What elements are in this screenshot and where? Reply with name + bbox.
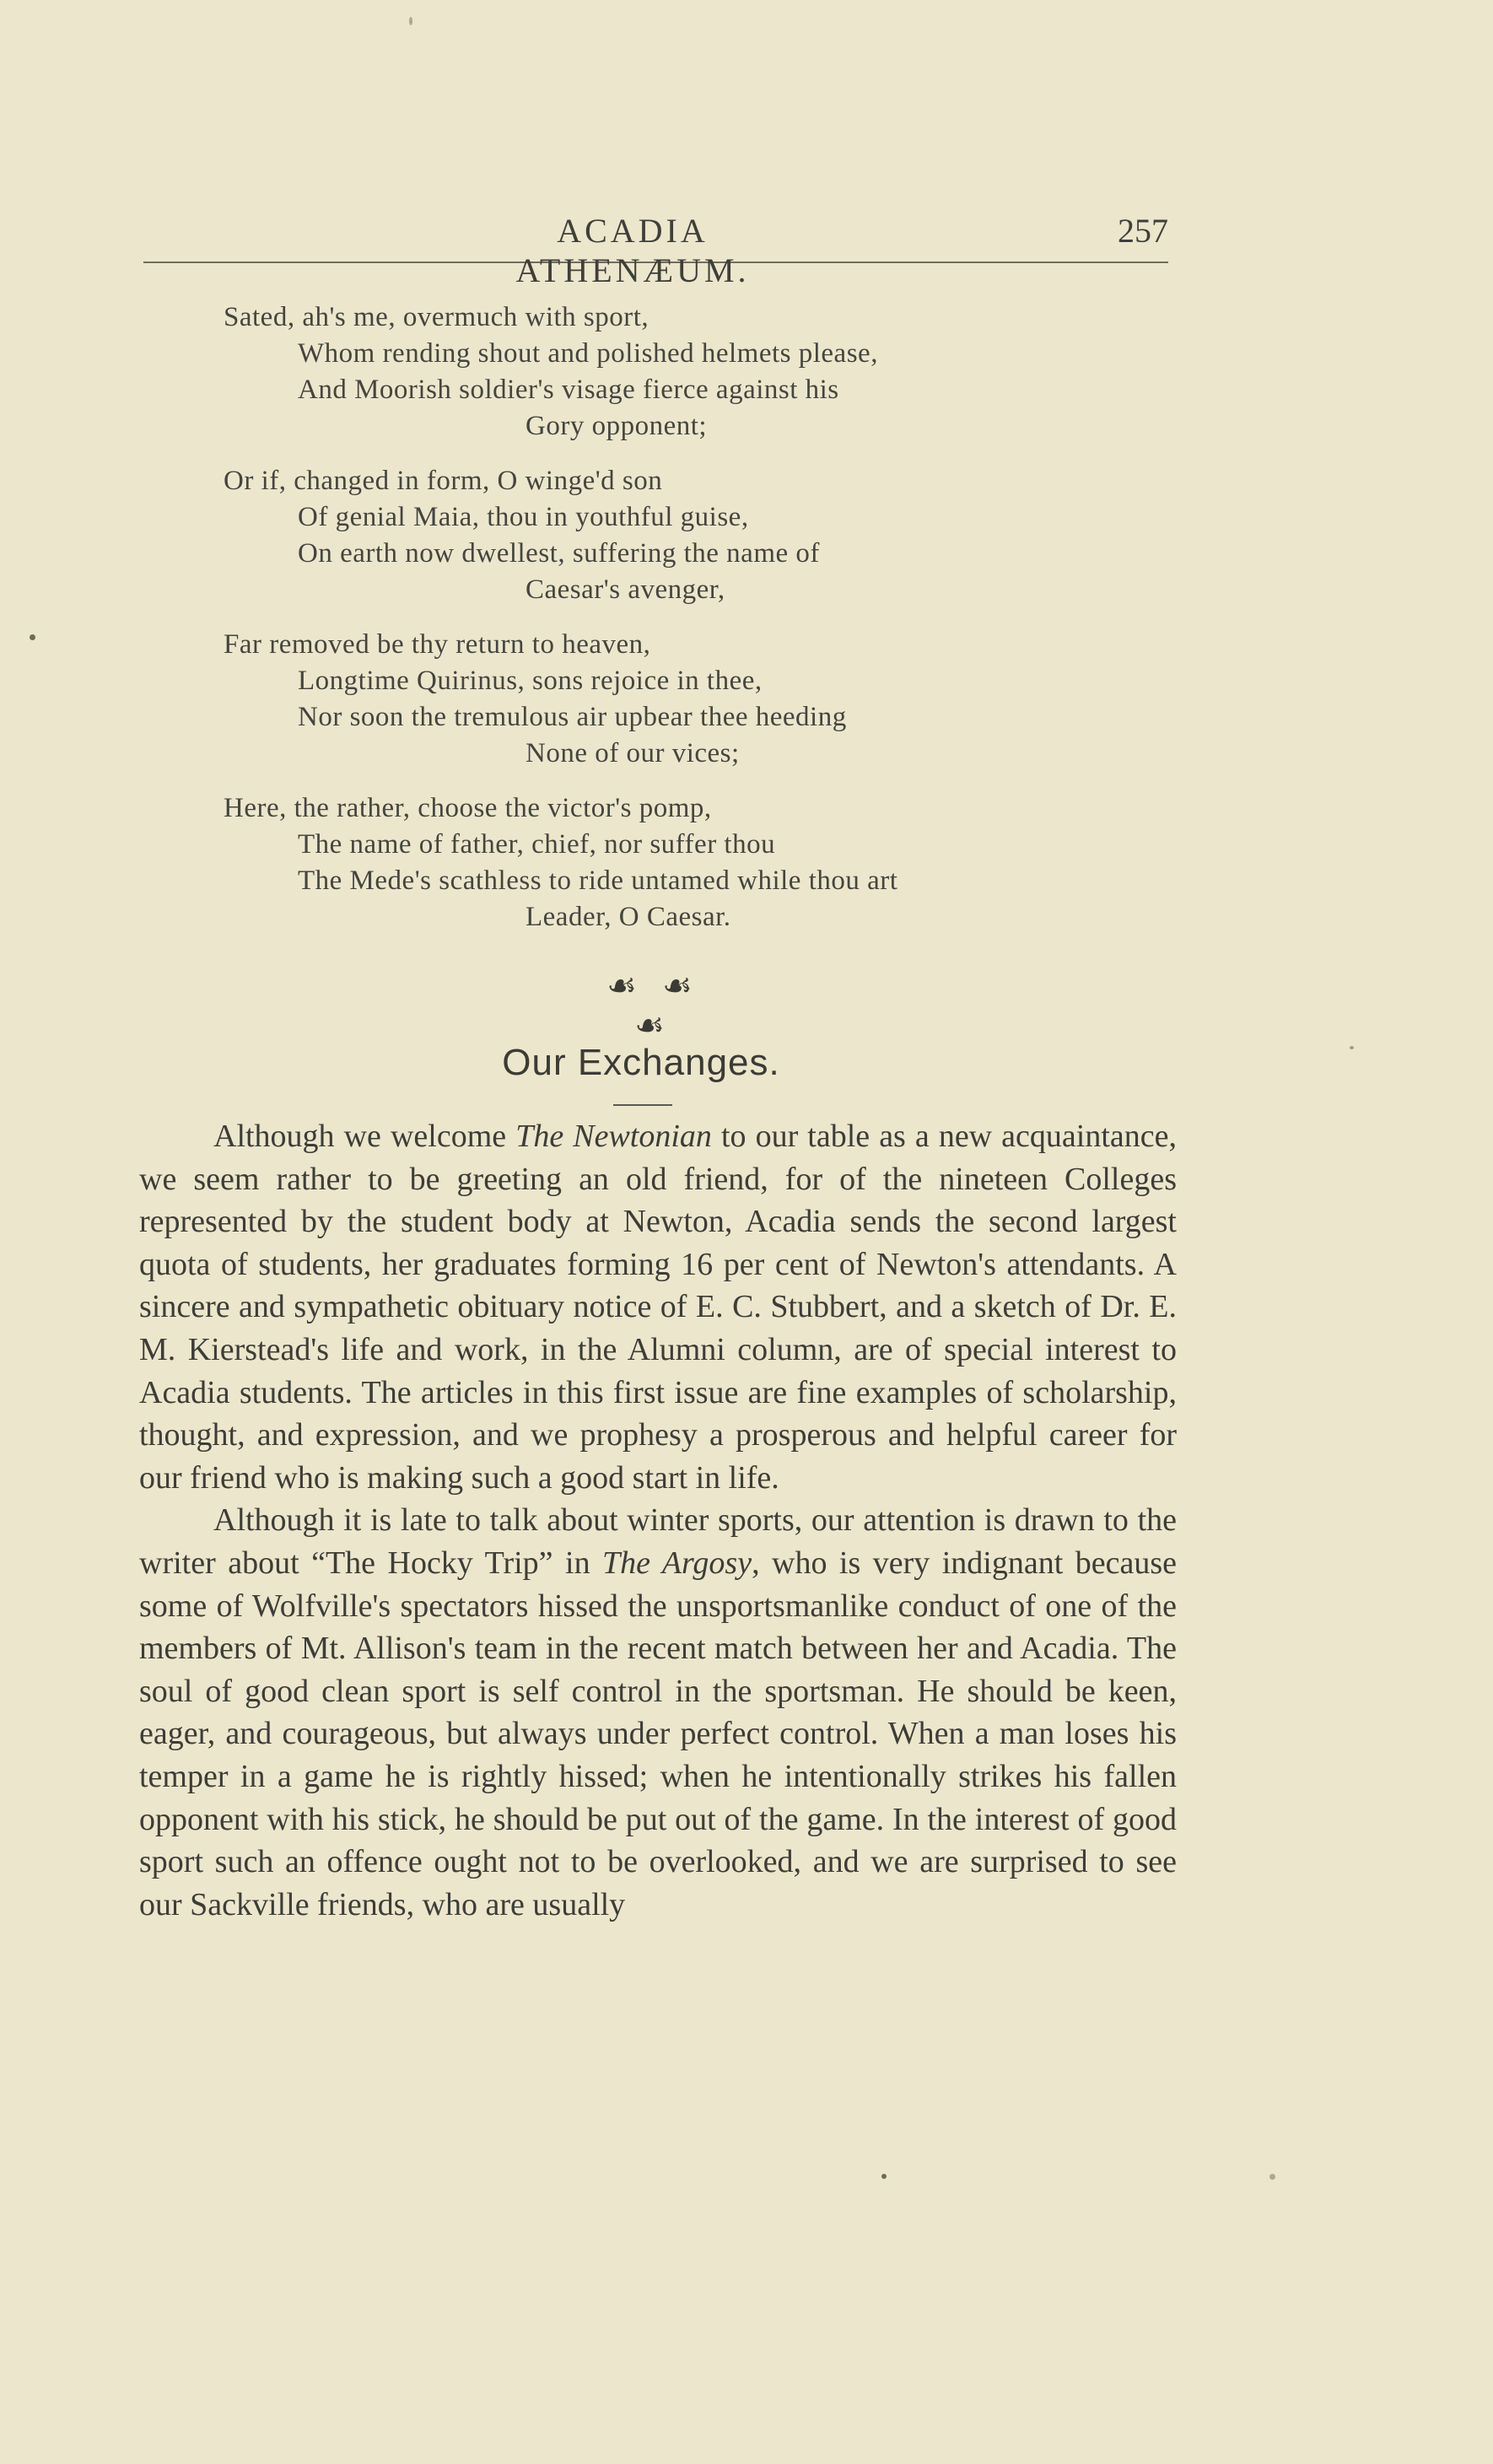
paragraph bbox=[139, 1115, 1177, 1499]
poem-line: Of genial Maia, thou in youthful guise, bbox=[298, 502, 749, 532]
paper-speck bbox=[30, 634, 35, 640]
poem-line: Nor soon the tremulous air upbear thee heeding bbox=[298, 702, 847, 732]
poem-line: Or if, changed in form, O winge'd son bbox=[224, 466, 663, 496]
body-text bbox=[139, 1115, 1177, 1926]
page-number: 257 bbox=[1118, 212, 1168, 250]
section-title: Our Exchanges. bbox=[502, 1042, 780, 1083]
paper-speck bbox=[881, 2174, 887, 2179]
poem-line: Longtime Quirinus, sons rejoice in thee, bbox=[298, 666, 763, 696]
poem-line: Here, the rather, choose the victor's pomp, bbox=[224, 793, 712, 823]
publication-title: The Newtonian bbox=[515, 1119, 712, 1154]
poem-line: Gory opponent; bbox=[526, 411, 708, 441]
running-head-title: ACADIA ATHENÆUM. bbox=[515, 212, 750, 289]
poem-stanza bbox=[224, 299, 1118, 445]
poem-line: None of our vices; bbox=[526, 738, 740, 768]
paper-speck bbox=[1350, 1046, 1354, 1049]
running-head bbox=[143, 211, 1168, 289]
poem-line: On earth now dwellest, suffering the name of bbox=[298, 538, 820, 569]
poem-line: And Moorish soldier's visage fierce against his bbox=[298, 375, 839, 405]
poem-stanza bbox=[224, 463, 1118, 608]
paper-speck bbox=[1269, 2174, 1275, 2180]
poem-line: Leader, O Caesar. bbox=[526, 902, 731, 932]
paragraph bbox=[139, 1499, 1177, 1926]
poem-line: The Mede's scathless to ride untamed while thou art bbox=[298, 865, 898, 896]
section-ornament: ☙ ☙ ☙ bbox=[606, 967, 701, 1044]
title-rule bbox=[613, 1104, 672, 1106]
poem-stanza bbox=[224, 627, 1118, 772]
poem-line: Far removed be thy return to heaven, bbox=[224, 629, 651, 660]
poem-line: Sated, ah's me, overmuch with sport, bbox=[224, 302, 649, 332]
poem-stanza bbox=[224, 790, 1118, 935]
publication-title: The Argosy bbox=[602, 1545, 752, 1581]
text-run: Although it is late to talk about winter sports, our attention is drawn to the writer about “The Hocky Trip” in bbox=[139, 1502, 1177, 1581]
poem-line: Caesar's avenger, bbox=[526, 574, 725, 605]
poem-line: The name of father, chief, nor suffer thou bbox=[298, 829, 776, 860]
text-run: , who is very indignant because some of Wolfville's spectators hissed the unsportsmanlike conduct of one of the members of Mt. Allison's team in the recent match between her and Acadia. The soul of good clean sport is self control in the sportsman. He should be keen, eager, and courageous, but always under perfect control. When a man loses his temper in a game he is rightly hissed; when he intentionally strikes his fallen opponent with his stick, he should be put out of the game. In the interest of good sport such an offence ought not to be overlooked, and we are surprised to see our Sackville friends, who are usually bbox=[139, 1545, 1177, 1922]
text-run: Although we welcome bbox=[213, 1119, 516, 1154]
paper-speck bbox=[409, 17, 412, 25]
text-run: to our table as a new acquaintance, we seem rather to be greeting an old friend, for of the nineteen Colleges represented by the student body at Newton, Acadia sends the second largest quota of students, her graduates forming 16 per cent of Newton's attendants. A sincere and sympathetic obituary notice of E. C. Stubbert, and a sketch of Dr. E. M. Kierstead's life and work, in the Alumni column, are of special interest to Acadia students. The articles in this first issue are fine examples of scholarship, thought, and expression, and we prophesy a prosperous and helpful career for our friend who is making such a good start in life. bbox=[139, 1119, 1177, 1496]
poem-line: Whom rending shout and polished helmets please, bbox=[298, 338, 878, 369]
poem bbox=[224, 299, 1118, 954]
